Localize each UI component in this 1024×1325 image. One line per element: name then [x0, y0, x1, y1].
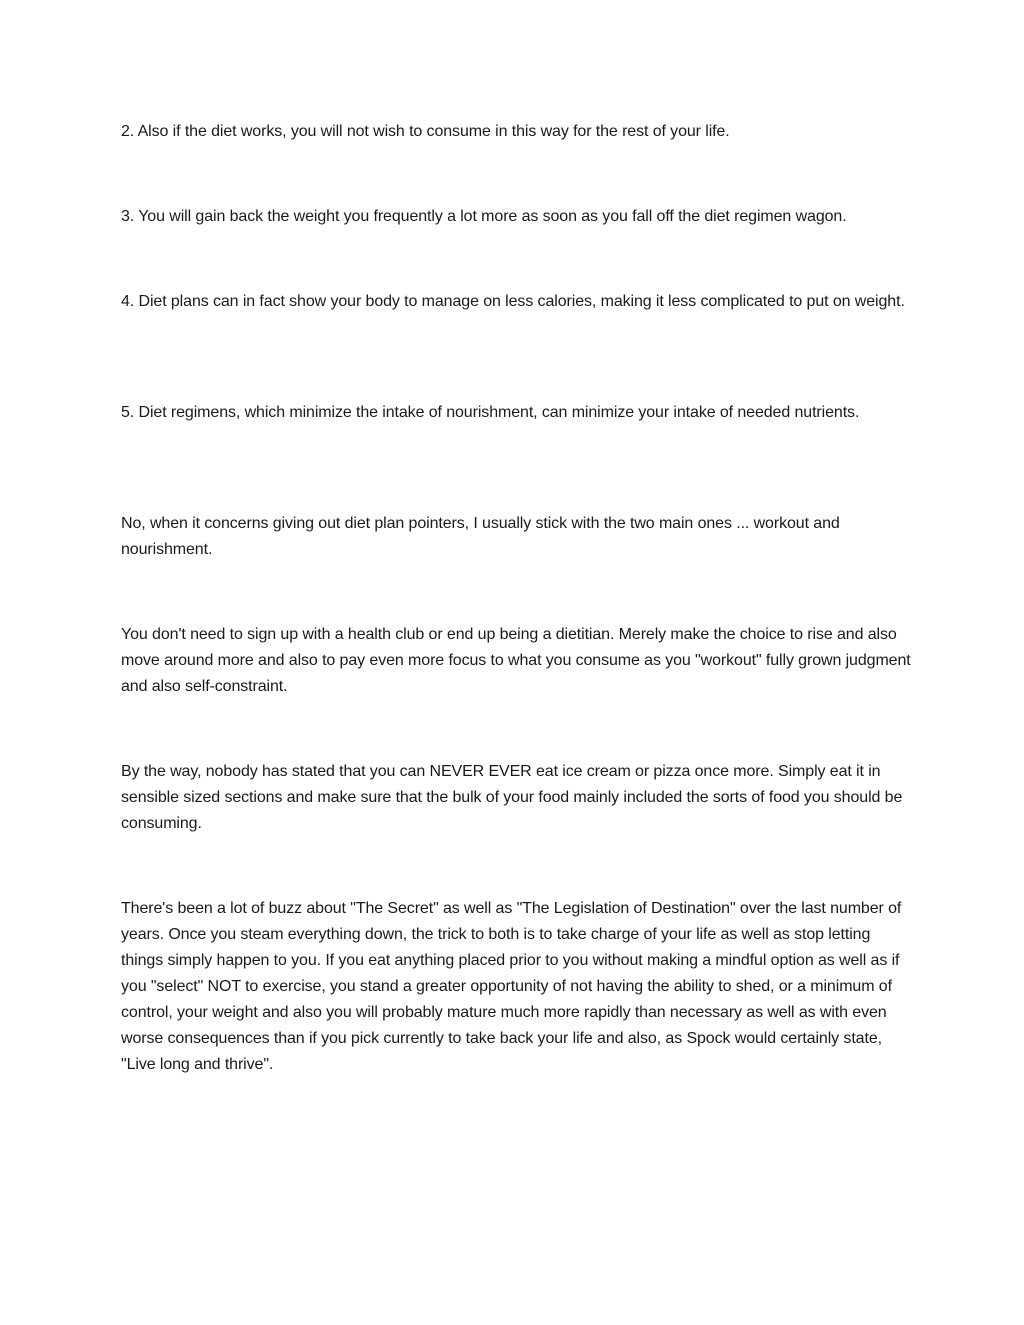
paragraph-item-2: 2. Also if the diet works, you will not wish to consume in this way for the rest of your life.	[121, 123, 730, 140]
paragraph-item-3: 3. You will gain back the weight you frequently a lot more as soon as you fall off the diet regimen wagon.	[121, 208, 847, 225]
paragraph-item-4: 4. Diet plans can in fact show your body to manage on less calories, making it less complicated to put on weight.	[121, 293, 905, 310]
paragraph-item-5: 5. Diet regimens, which minimize the intake of nourishment, can minimize your intake of needed nutrients.	[121, 404, 860, 421]
paragraph-tips: No, when it concerns giving out diet plan pointers, I usually stick with the two main ones ... workout and nourishment.	[121, 515, 840, 558]
paragraph-ice-cream: By the way, nobody has stated that you can NEVER EVER eat ice cream or pizza once more. Simply eat it in sensible sized sections and make sure that the bulk of your food mainly included the sorts of food you should be consuming.	[121, 763, 903, 832]
paragraph-the-secret: There's been a lot of buzz about "The Secret" as well as "The Legislation of Destination" over the last number of years. Once you steam everything down, the trick to both is to take charge of your life as well as stop letting things simply happen to you. If you eat anything placed prior to you without making a mindful option as well as if you "select" NOT to exercise, you stand a greater opportunity of not having the ability to shed, or a minimum of control, your weight and also you will probably mature much more rapidly than necessary as well as with even worse consequences than if you pick currently to take back your life and also, as Spock would certainly state, "Live long and thrive".	[121, 900, 902, 1073]
paragraph-health-club: You don't need to sign up with a health club or end up being a dietitian. Merely make the choice to rise and also move around more and also to pay even more focus to what you consume as you "workout" fully grown judgment and also self-constraint.	[121, 626, 911, 695]
